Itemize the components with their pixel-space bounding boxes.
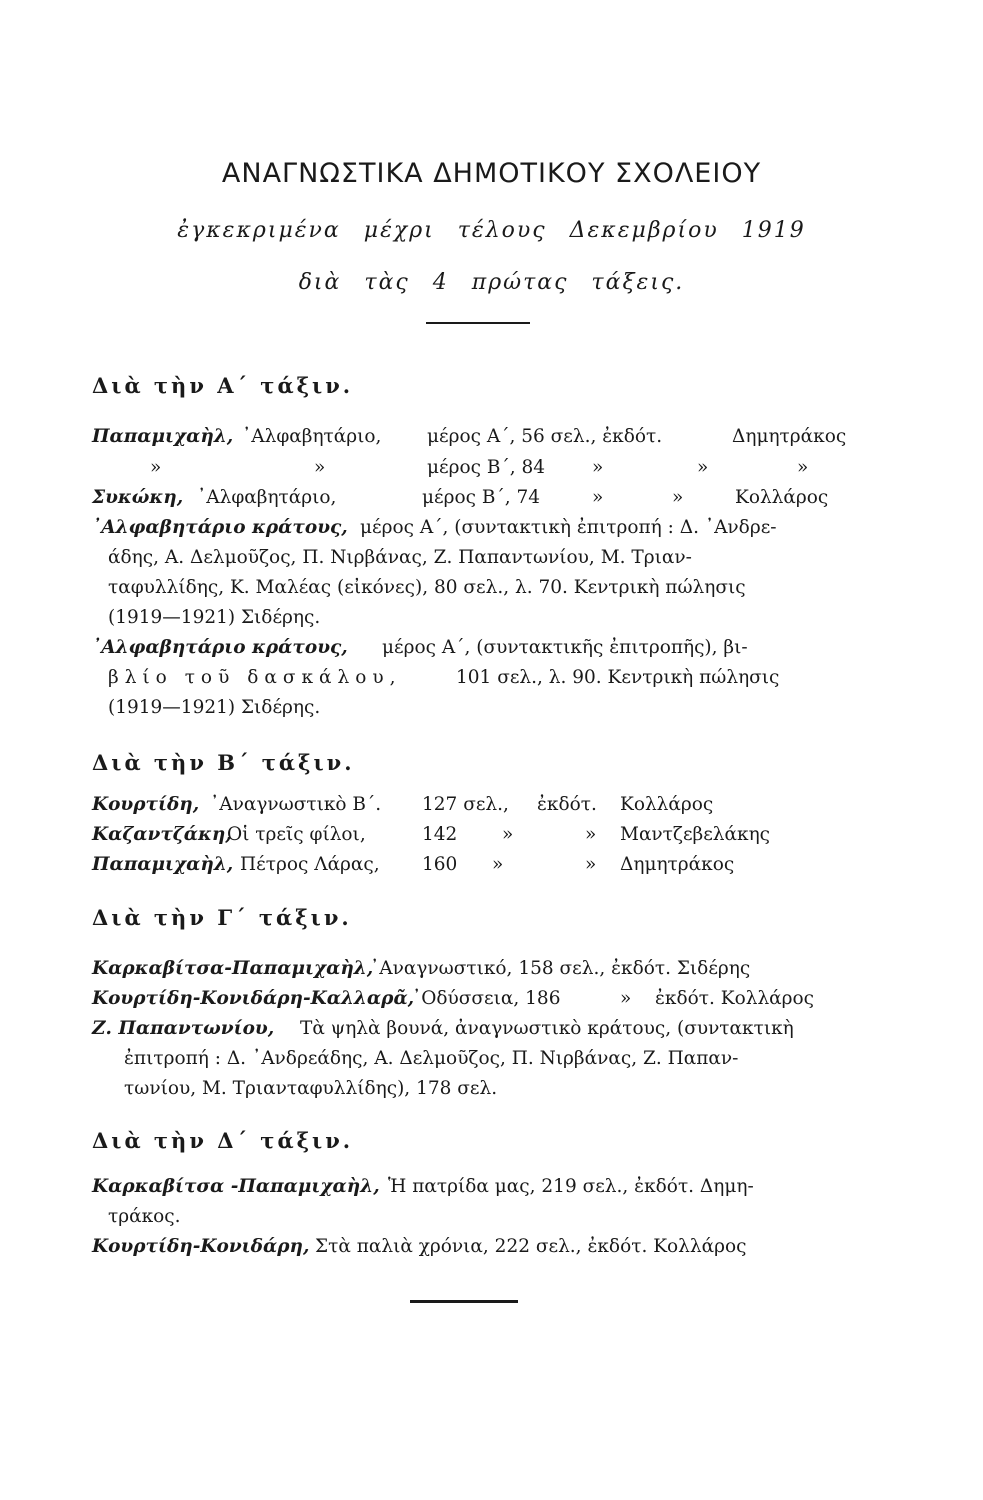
entry-title: ᾿Αναγνωστικὸ Β΄. — [210, 794, 382, 815]
entry-author: Ζ. Παπαντωνίου, — [92, 1018, 275, 1039]
entry-part: μέρος Β΄, 84 — [427, 457, 546, 478]
entry-publisher: Κολλάρος — [735, 487, 829, 508]
entry-publisher: Δημητράκος — [732, 426, 847, 447]
entry-author: ᾿Αλφαβητάριο κράτους, — [92, 637, 348, 658]
entry-title: Πέτρος Λάρας, — [240, 854, 380, 875]
section-heading-b: Διὰ τὴν Β΄ τάξιν. — [92, 750, 355, 775]
end-divider — [410, 1300, 518, 1303]
entry-pages: 142 — [422, 824, 458, 845]
entry-part: μέρος Β΄, 74 — [422, 487, 541, 508]
entry-row — [92, 1178, 882, 1197]
entry-row — [92, 990, 882, 1009]
entry-row — [92, 489, 882, 508]
subtitle-approval: ἐγκεκριμένα μέχρι τέλους Δεκεμβρίου 1919 — [177, 218, 806, 243]
entry-row — [92, 960, 882, 979]
entry-text: ᾿Οδύσσεια, 186 — [412, 988, 561, 1009]
entry-author: Κουρτίδη-Κονιδάρη-Καλλαρᾶ, — [92, 988, 415, 1009]
entry-publisher: Κολλάρος — [620, 794, 714, 815]
ditto-mark: » — [314, 457, 326, 478]
entry-pages: 160 — [422, 854, 458, 875]
entry-text: ᾿Αναγνωστικό, 158 σελ., ἐκδότ. Σιδέρης — [370, 958, 751, 979]
ditto-mark: » — [150, 457, 162, 478]
entry-row — [92, 639, 882, 658]
entry-title: ᾿Αλφαβητάριο, — [197, 487, 337, 508]
entry-row — [108, 669, 898, 688]
ditto-mark: » — [592, 487, 604, 508]
ditto-mark: » — [492, 854, 504, 875]
entry-title: Οἱ τρεῖς φίλοι, — [227, 824, 366, 845]
subtitle-grades: διὰ τὰς 4 πρώτας τάξεις. — [298, 270, 685, 295]
entry-text: (1919—1921) Σιδέρης. — [108, 607, 321, 628]
entry-pages: 127 σελ., — [422, 794, 509, 815]
entry-text: άδης, Α. Δελμοῦζος, Π. Νιρβάνας, Ζ. Παπαντωνίου, Μ. Τριαν- — [108, 547, 692, 568]
entry-publisher: ἐκδότ. Κολλάρος — [655, 988, 815, 1009]
entry-text: μέρος Α΄, (συντακτικὴ ἐπιτροπή : Δ. ᾿Ανδρε- — [360, 517, 777, 538]
ditto-mark: » — [672, 487, 684, 508]
entry-author: Καζαντζάκη, — [92, 824, 232, 845]
entry-author: Παπαμιχαὴλ, — [92, 854, 234, 875]
entry-publisher: Δημητράκος — [620, 854, 735, 875]
entry-row — [92, 796, 882, 815]
section-heading-a: Διὰ τὴν Α΄ τάξιν. — [92, 373, 354, 398]
entry-author: Καρκαβίτσα -Παπαμιχαὴλ, — [92, 1176, 380, 1197]
entry-text: 101 σελ., λ. 90. Κεντρικὴ πώλησις — [456, 667, 780, 688]
entry-row — [92, 1020, 882, 1039]
entry-row — [92, 1238, 882, 1257]
ditto-mark: » — [585, 824, 597, 845]
entry-author: ᾿Αλφαβητάριο κράτους, — [92, 517, 348, 538]
entry-text: Στὰ παλιὰ χρόνια, 222 σελ., ἐκδότ. Κολλάρος — [315, 1236, 747, 1257]
entry-text: τράκος. — [108, 1206, 181, 1227]
entry-text: ταφυλλίδης, Κ. Μαλέας (εἰκόνες), 80 σελ., λ. 70. Κεντρικὴ πώλησις — [108, 577, 746, 598]
ditto-mark: » — [592, 457, 604, 478]
ditto-mark: » — [585, 854, 597, 875]
entry-part: μέρος Α΄, 56 σελ., ἐκδότ. — [427, 426, 663, 447]
entry-row — [92, 826, 882, 845]
section-heading-d: Διὰ τὴν Δ΄ τάξιν. — [92, 1128, 354, 1153]
entry-author: Παπαμιχαὴλ, — [92, 426, 234, 447]
entry-author: Κουρτίδη, — [92, 794, 200, 815]
entry-title: ᾿Αλφαβητάριο, — [242, 426, 382, 447]
entry-row — [92, 428, 882, 447]
section-heading-c: Διὰ τὴν Γ΄ τάξιν. — [92, 905, 352, 930]
entry-text: Ἡ πατρίδα μας, 219 σελ., ἐκδότ. Δημη- — [388, 1176, 754, 1197]
ditto-mark: » — [620, 988, 632, 1009]
entry-row — [92, 856, 882, 875]
entry-author: Κουρτίδη-Κονιδάρη, — [92, 1236, 310, 1257]
entry-publisher-label: ἐκδότ. — [537, 794, 597, 815]
entry-text: (1919—1921) Σιδέρης. — [108, 697, 321, 718]
entry-row — [92, 519, 882, 538]
entry-publisher: Μαντζεβελάκης — [620, 824, 771, 845]
entry-text: ἐπιτροπή : Δ. ᾿Ανδρεάδης, Α. Δελμοῦζος, Π. Νιρβάνας, Ζ. Παπαν- — [124, 1048, 739, 1069]
entry-author: Καρκαβίτσα-Παπαμιχαὴλ, — [92, 958, 374, 979]
ditto-mark: » — [697, 457, 709, 478]
ditto-mark: » — [797, 457, 809, 478]
page-title: ΑΝΑΓΝΩΣΤΙΚΑ ΔΗΜΟΤΙΚΟΥ ΣΧΟΛΕΙΟΥ — [221, 158, 762, 189]
entry-text-spaced: βλίο τοῦ δασκάλου, — [108, 667, 402, 688]
ditto-mark: » — [502, 824, 514, 845]
entry-text: Τὰ ψηλὰ βουνά, ἀναγνωστικὸ κράτους, (συντακτικὴ — [300, 1018, 794, 1039]
entry-author: Συκώκη, — [92, 487, 184, 508]
entry-text: τωνίου, Μ. Τριανταφυλλίδης), 178 σελ. — [124, 1078, 498, 1099]
title-divider — [426, 322, 530, 324]
entry-text: μέρος Α΄, (συντακτικῆς ἐπιτροπῆς), βι- — [382, 637, 748, 658]
